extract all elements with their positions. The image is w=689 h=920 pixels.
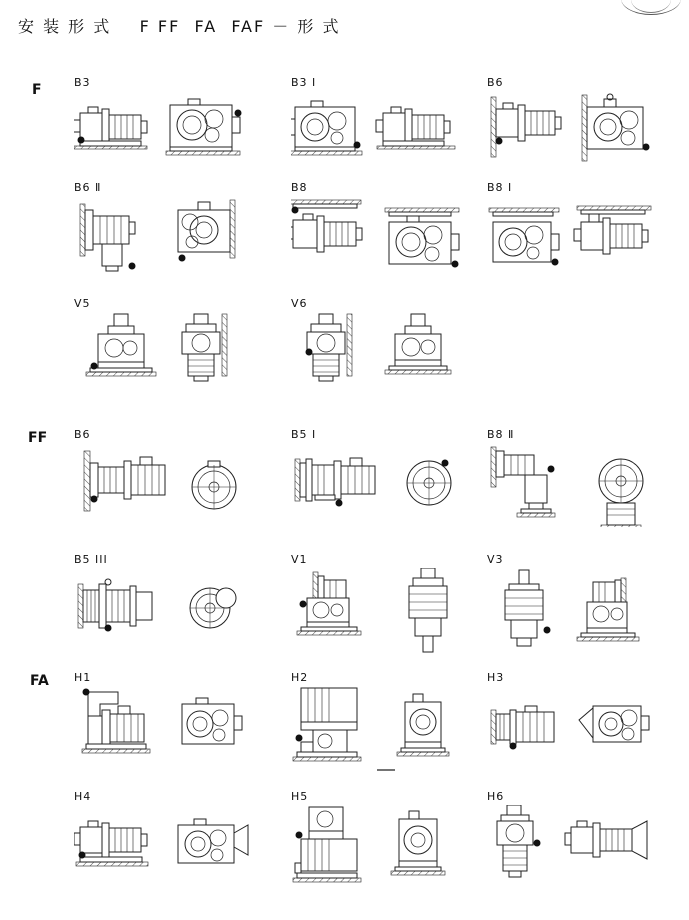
group-label-fa: FA <box>30 673 49 689</box>
figure-label: B6 <box>487 76 504 89</box>
figure-drawing-fa-h5 <box>291 805 481 895</box>
figure-label: B8 Ⅰ <box>487 181 513 194</box>
figure-cell-ff-b5i <box>291 428 481 527</box>
figure-cell-f-b6 <box>487 76 677 169</box>
figure-cell-f-b3i <box>291 76 481 167</box>
figure-label: B3 Ⅰ <box>291 76 317 89</box>
figure-cell-fa-h4 <box>74 790 264 891</box>
figure-drawing-ff-v1 <box>291 568 481 654</box>
figure-cell-ff-b6 <box>74 428 264 527</box>
figure-label: H1 <box>74 671 92 684</box>
figure-label: B5 ⅠⅠⅠ <box>74 553 108 566</box>
figure-cell-fa-h3 <box>487 671 677 772</box>
figure-drawing-f-b6ii <box>74 196 264 280</box>
figure-cell-ff-v1 <box>291 553 481 654</box>
figure-cell-fa-h2 <box>291 671 481 776</box>
figure-label: V6 <box>291 297 308 310</box>
figure-cell-f-b6ii <box>74 181 264 280</box>
figure-drawing-f-b3 <box>74 91 264 167</box>
figure-drawing-f-b3i <box>291 91 481 167</box>
figure-label: V1 <box>291 553 308 566</box>
figure-label: H4 <box>74 790 92 803</box>
figure-drawing-f-b8i <box>487 196 677 280</box>
figure-drawing-ff-b8ii <box>487 443 682 527</box>
figure-drawing-ff-b6 <box>74 443 264 527</box>
figure-label: B8 Ⅱ <box>487 428 515 441</box>
figure-cell-fa-h1 <box>74 671 264 772</box>
group-label-ff: FF <box>28 430 48 446</box>
figure-drawing-ff-v3 <box>487 568 677 654</box>
figure-cell-f-v5 <box>74 297 264 392</box>
figure-cell-f-b8i <box>487 181 677 280</box>
figure-cell-f-b8 <box>291 181 481 280</box>
figure-drawing-fa-h1 <box>74 686 264 772</box>
figure-label: H5 <box>291 790 309 803</box>
figure-drawing-fa-h4 <box>74 805 264 891</box>
figure-drawing-f-v6 <box>291 312 481 392</box>
figure-drawing-fa-h3 <box>487 686 677 772</box>
group-label-f: F <box>32 82 42 98</box>
figure-cell-fa-h6 <box>487 790 677 895</box>
figure-label: V5 <box>74 297 91 310</box>
figure-label: B6 Ⅱ <box>74 181 102 194</box>
figure-label: B8 <box>291 181 308 194</box>
figure-label: H3 <box>487 671 505 684</box>
figure-label: B5 Ⅰ <box>291 428 317 441</box>
figure-label: B6 <box>74 428 91 441</box>
figure-label: B3 <box>74 76 91 89</box>
figure-label: H6 <box>487 790 505 803</box>
figure-cell-fa-h5 <box>291 790 481 895</box>
figure-drawing-f-b6 <box>487 91 677 169</box>
figure-label: H2 <box>291 671 309 684</box>
figure-cell-ff-v3 <box>487 553 677 654</box>
figure-drawing-fa-h6 <box>487 805 677 895</box>
figure-drawing-fa-h2 <box>291 686 481 776</box>
page-title: 安 装 形 式 F FF FA FAF － 形 式 <box>18 17 341 36</box>
figure-drawing-ff-b5iii <box>74 568 264 652</box>
figure-cell-ff-b8ii <box>487 428 682 527</box>
figure-drawing-ff-b5i <box>291 443 481 527</box>
figure-cell-ff-b5iii <box>74 553 264 652</box>
figure-label: V3 <box>487 553 504 566</box>
figure-drawing-f-b8 <box>291 196 481 280</box>
figure-cell-f-b3 <box>74 76 264 167</box>
figure-drawing-f-v5 <box>74 312 264 392</box>
figure-cell-f-v6 <box>291 297 481 392</box>
